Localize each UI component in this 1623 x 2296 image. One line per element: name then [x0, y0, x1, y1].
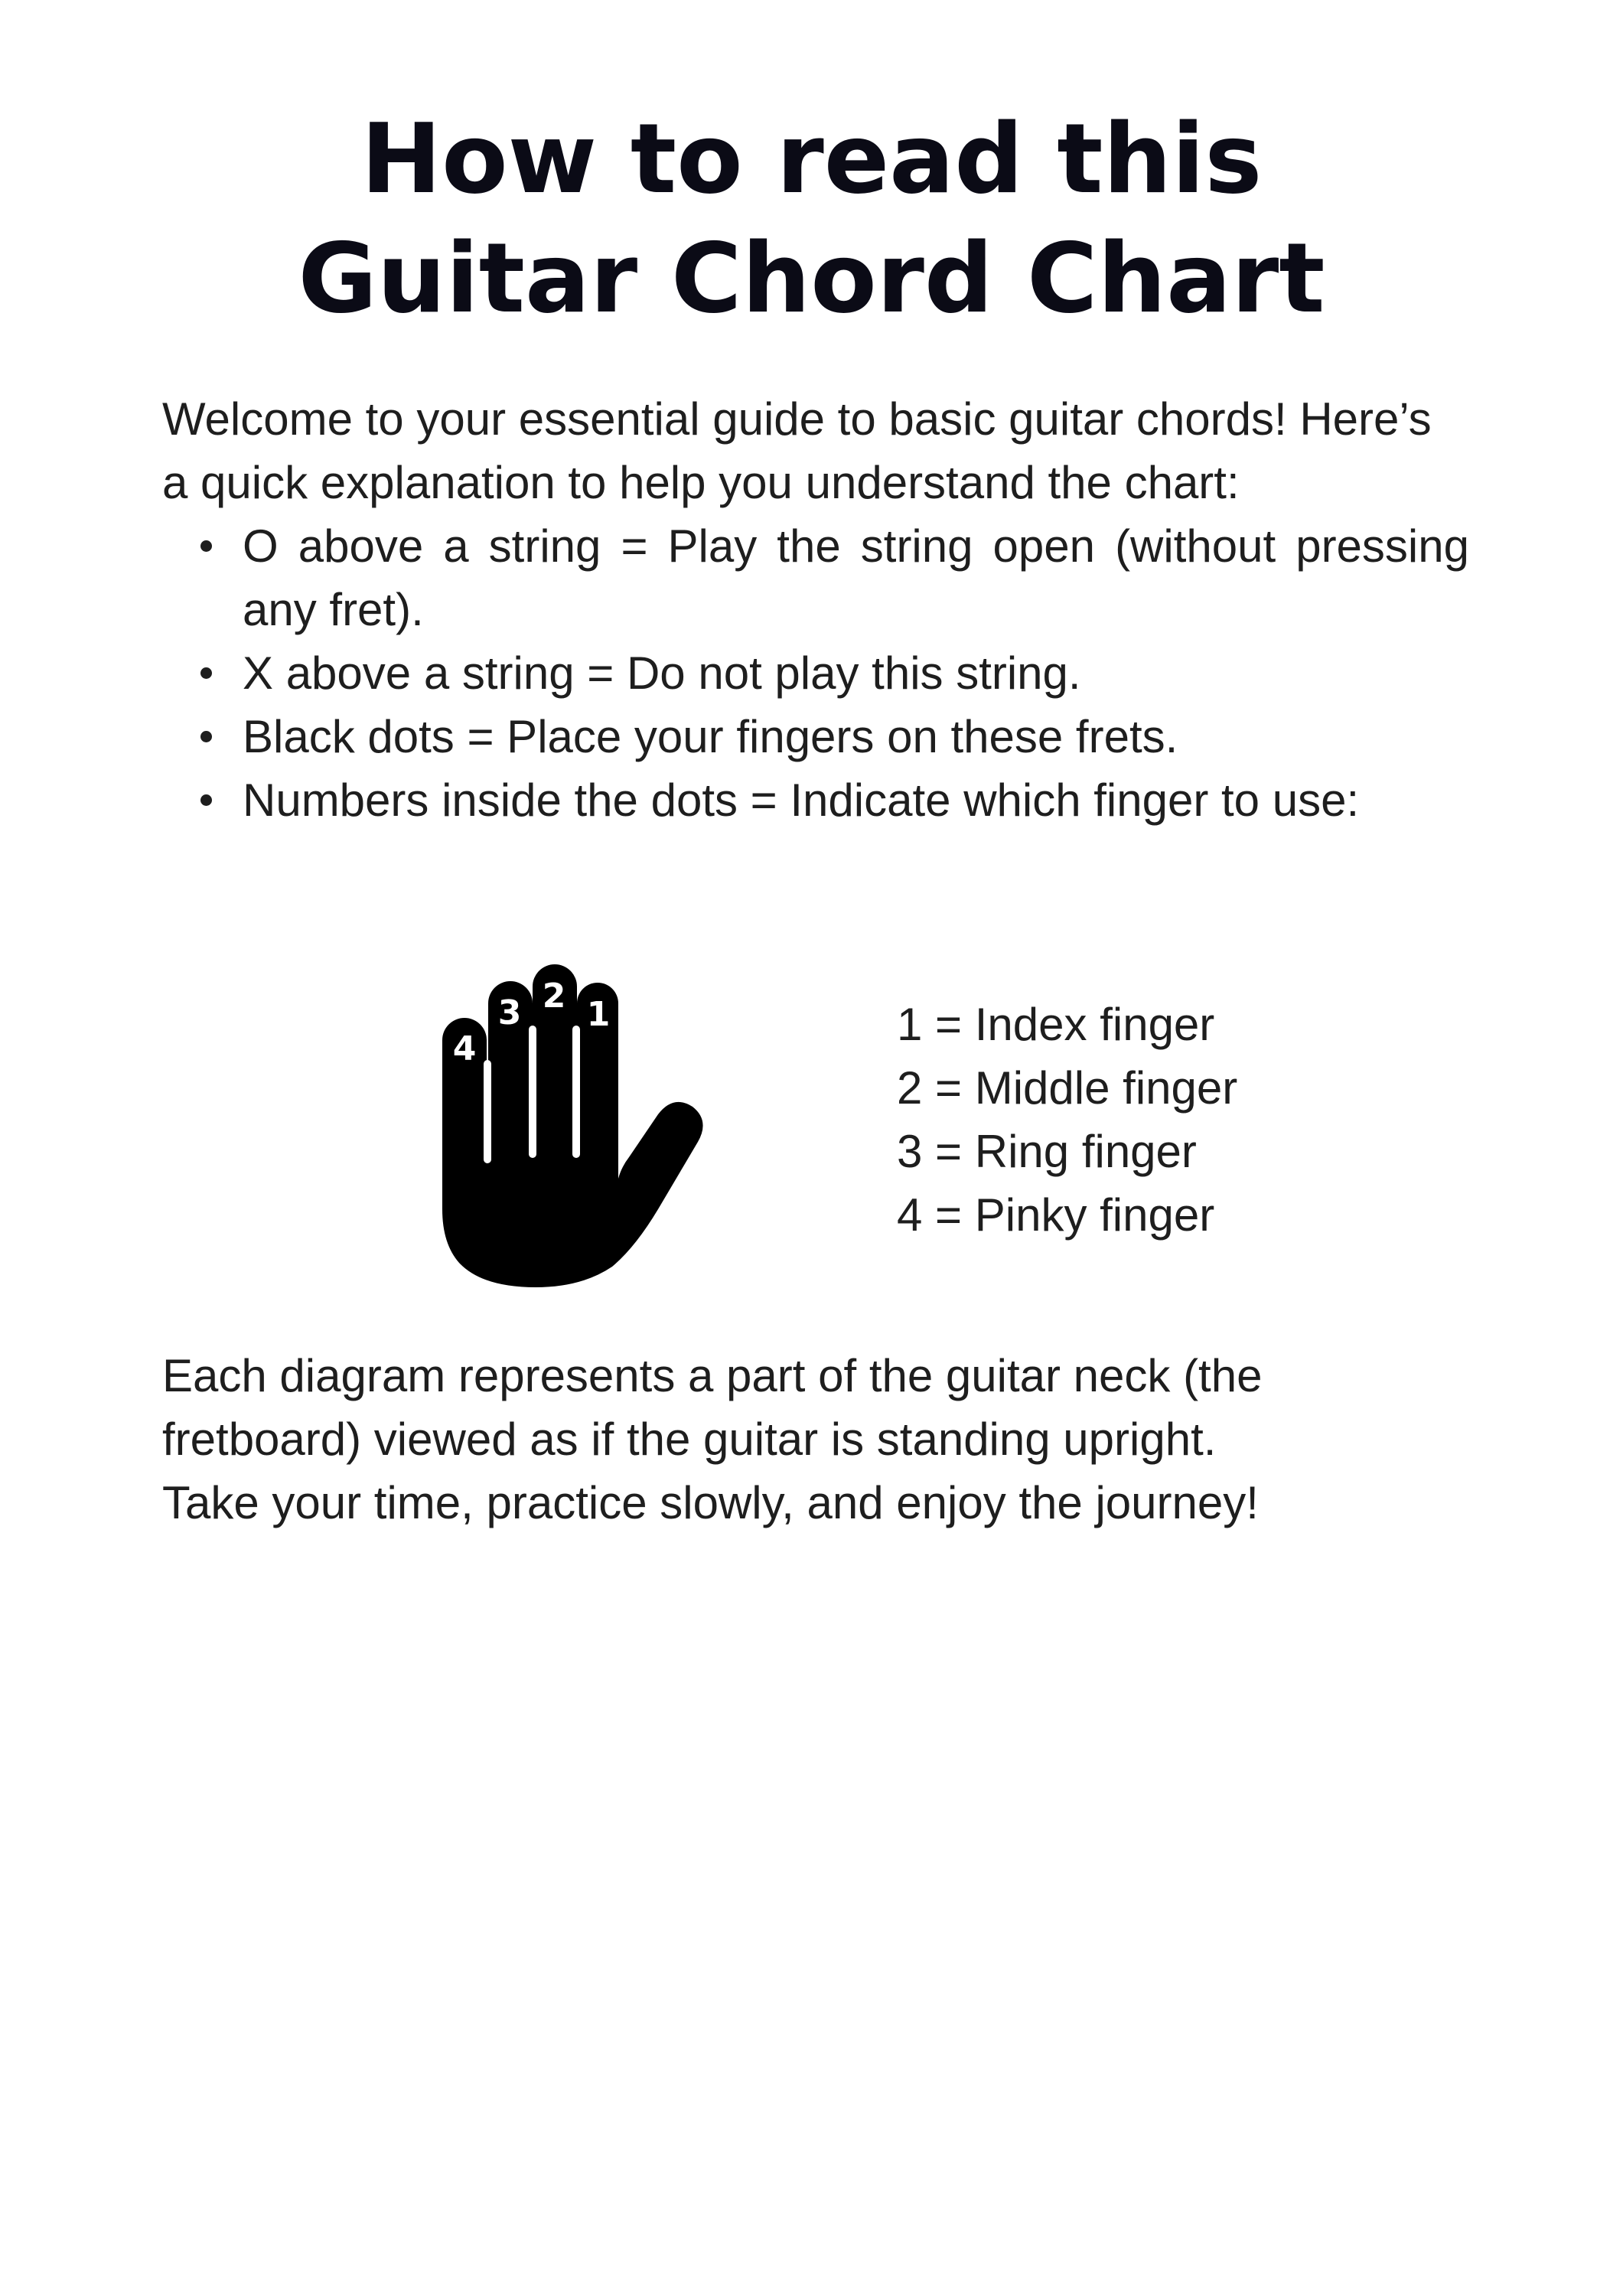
list-item-text: X above a string = Do not play this string. — [243, 647, 1081, 699]
title-line-2: Guitar Chord Chart — [298, 222, 1325, 334]
hand-icon — [429, 957, 719, 1293]
bullet-icon — [200, 667, 212, 679]
finger-legend-item: 3 = Ring finger — [897, 1126, 1197, 1177]
legend-list — [162, 514, 1469, 832]
outro-line-3: Take your time, practice slowly, and enjoy the journey! — [162, 1477, 1259, 1528]
list-item — [162, 705, 1469, 768]
title-line-1: How to read this — [360, 103, 1263, 215]
list-item-text: Black dots = Place your fingers on these frets. — [243, 711, 1178, 762]
bullet-icon — [200, 540, 212, 552]
outro-line-2: fretboard) viewed as if the guitar is standing upright. — [162, 1414, 1217, 1465]
finger-legend — [897, 993, 1237, 1247]
finger-legend-item: 4 = Pinky finger — [897, 1189, 1215, 1241]
list-item — [162, 641, 1469, 705]
finger-number-4: 4 — [452, 1029, 477, 1068]
bullet-icon — [200, 731, 212, 742]
intro-section — [162, 387, 1469, 832]
list-item-text: O above a string = Play the string open (without pressing any fret). — [243, 520, 1469, 635]
finger-number-1: 1 — [586, 995, 611, 1034]
finger-legend-item: 2 = Middle finger — [897, 1062, 1238, 1114]
intro-paragraph: Welcome to your essential guide to basic guitar chords! Here’s a quick explanation to help you understand the chart: — [162, 393, 1432, 508]
bullet-icon — [200, 794, 212, 806]
finger-number-3: 3 — [497, 993, 522, 1032]
list-item — [162, 768, 1469, 832]
outro-line-1: Each diagram represents a part of the guitar neck (the — [162, 1350, 1263, 1401]
outro-paragraph — [162, 1344, 1469, 1534]
finger-legend-item: 1 = Index finger — [897, 999, 1215, 1050]
page-title — [0, 99, 1623, 338]
list-item — [162, 514, 1469, 641]
list-item-text: Numbers inside the dots = Indicate which finger to use: — [243, 775, 1360, 826]
finger-number-2: 2 — [542, 977, 566, 1016]
